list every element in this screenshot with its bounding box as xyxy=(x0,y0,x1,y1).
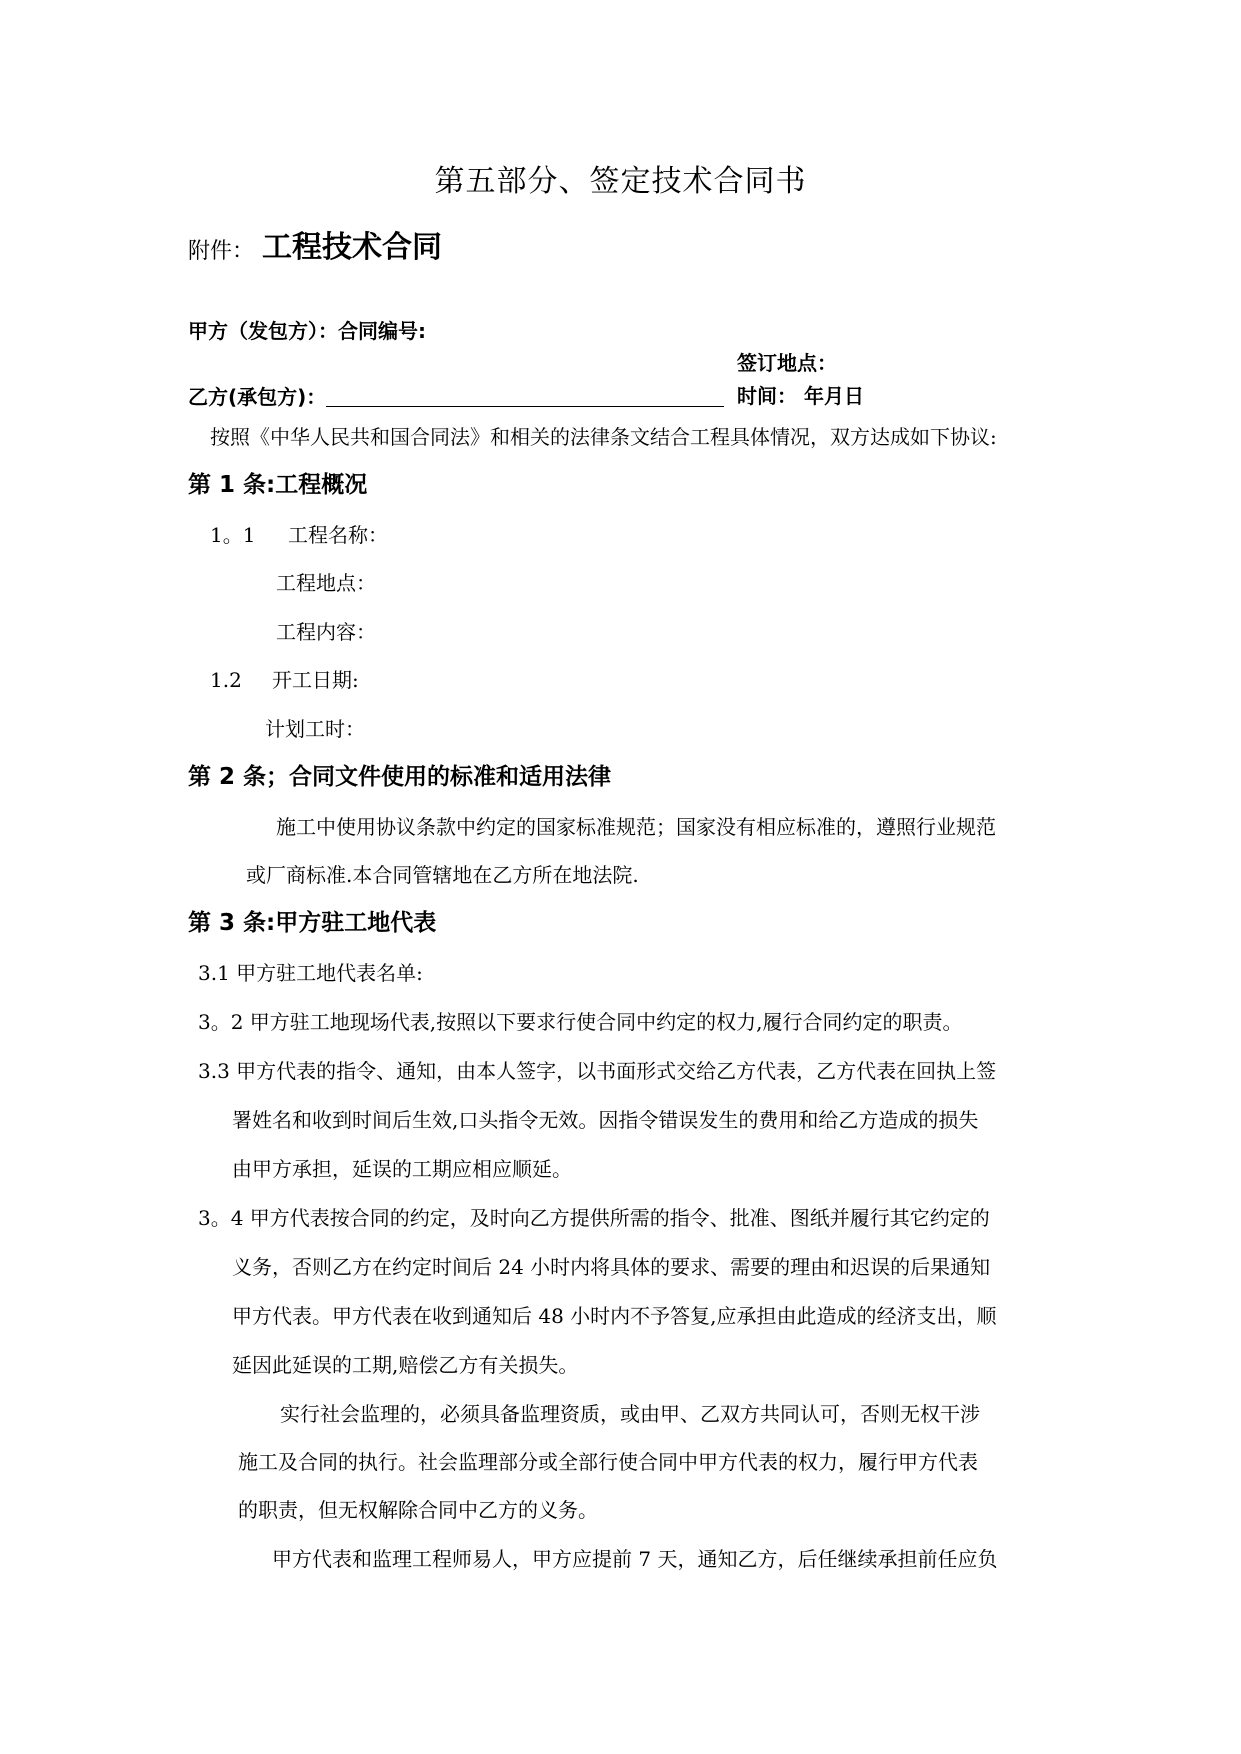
item-1-1-number: 1。1 xyxy=(210,523,256,547)
intro-paragraph: 按照《中华人民共和国合同法》和相关的法律条文结合工程具体情况，双方达成如下协议: xyxy=(210,425,997,449)
planned-hours-label: 计划工时： xyxy=(265,717,365,741)
party-b-blank xyxy=(326,386,724,407)
party-b-label: 乙方(承包方)： xyxy=(188,385,327,409)
clause-3-2: 3。2 甲方驻工地现场代表,按照以下要求行使合同中约定的权力,履行合同约定的职责。 xyxy=(198,1010,963,1034)
clause-3-4-line-4: 延因此延误的工期,赔偿乙方有关损失。 xyxy=(232,1353,579,1377)
attachment-label: 附件： xyxy=(188,239,255,264)
supervision-line-1: 实行社会监理的，必须具备监理资质，或由甲、乙双方共同认可，否则无权干涉 xyxy=(280,1402,980,1426)
representative-change-line-1: 甲方代表和监理工程师易人，甲方应提前 7 天，通知乙方，后任继续承担前任应负 xyxy=(272,1547,998,1571)
clause-3-4-line-3: 甲方代表。甲方代表在收到通知后 48 小时内不予答复,应承担由此造成的经济支出，顺 xyxy=(232,1304,997,1328)
supervision-line-2: 施工及合同的执行。社会监理部分或全部行使合同中甲方代表的权力，履行甲方代表 xyxy=(238,1450,978,1474)
clause-3-4-line-2: 义务，否则乙方在约定时间后 24 小时内将具体的要求、需要的理由和迟误的后果通知 xyxy=(232,1255,991,1279)
clause-3-4-line-1: 3。4 甲方代表按合同的约定，及时向乙方提供所需的指令、批准、图纸并履行其它约定的 xyxy=(198,1206,990,1230)
clause-3-3-line-2: 署姓名和收到时间后生效,口头指令无效。因指令错误发生的费用和给乙方造成的损失 xyxy=(232,1108,979,1132)
project-location-label: 工程地点： xyxy=(276,571,376,595)
article-2-line-2: 或厂商标准.本合同管辖地在乙方所在地法院. xyxy=(246,863,639,887)
item-1-2-label: 开工日期: xyxy=(272,668,359,692)
article-1-heading: 第 1 条:工程概况 xyxy=(188,472,368,498)
party-b-line xyxy=(188,386,724,407)
article-3-heading: 第 3 条:甲方驻工地代表 xyxy=(188,910,437,936)
time-line: 时间： 年月日 xyxy=(737,384,864,408)
supervision-line-3: 的职责，但无权解除合同中乙方的义务。 xyxy=(238,1498,598,1522)
item-1-1-label: 工程名称： xyxy=(288,523,388,547)
clause-3-1: 3.1 甲方驻工地代表名单: xyxy=(198,961,423,985)
page-title: 第五部分、签定技术合同书 xyxy=(434,164,807,199)
clause-3-3-line-3: 由甲方承担，延误的工期应相应顺延。 xyxy=(232,1157,572,1181)
project-content-label: 工程内容： xyxy=(276,620,376,644)
item-1-2-number: 1.2 xyxy=(210,668,242,692)
attachment-title: 工程技术合同 xyxy=(262,230,442,265)
sign-place-line: 签订地点： xyxy=(737,351,837,375)
clause-3-3-line-1: 3.3 甲方代表的指令、通知，由本人签字，以书面形式交给乙方代表，乙方代表在回执上签 xyxy=(198,1059,997,1083)
article-2-line-1: 施工中使用协议条款中约定的国家标准规范；国家没有相应标准的，遵照行业规范 xyxy=(276,815,996,839)
party-a-line: 甲方（发包方）：合同编号: xyxy=(188,319,426,343)
article-2-heading: 第 2 条；合同文件使用的标准和适用法律 xyxy=(188,764,612,790)
